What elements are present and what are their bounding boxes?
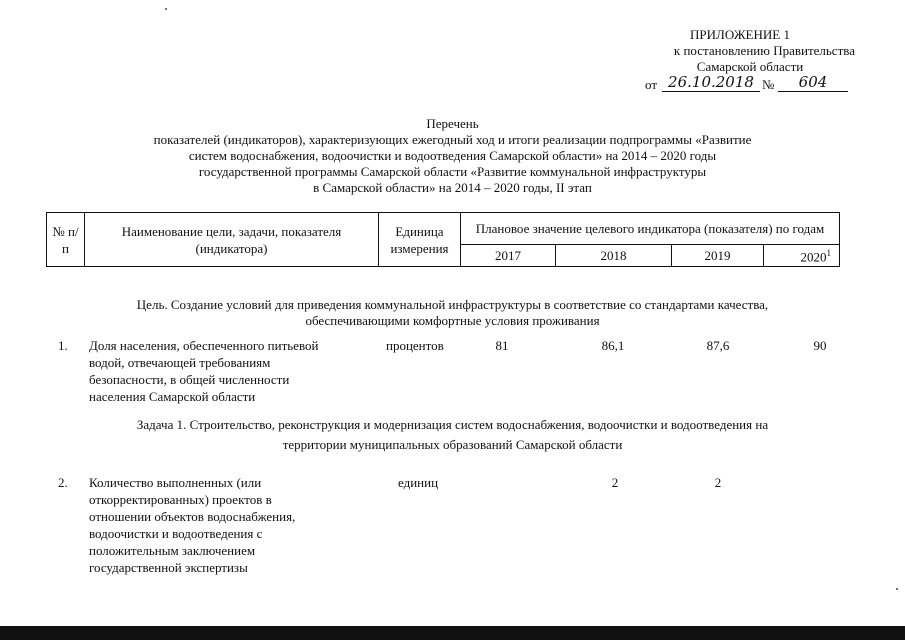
row-name-line: государственной экспертизы bbox=[89, 560, 248, 575]
year-header: 2018 bbox=[556, 245, 672, 267]
scan-bottom-edge bbox=[0, 626, 905, 640]
appendix-title: ПРИЛОЖЕНИЕ 1 bbox=[690, 27, 790, 42]
appendix-number-value: 604 bbox=[778, 74, 848, 92]
appendix-number-prefix: № bbox=[762, 77, 775, 92]
row-name-line: водой, отвечающей требованиям bbox=[89, 355, 271, 370]
task-line: территории муниципальных образований Самарской области bbox=[282, 437, 623, 452]
row-value-2019: 2 bbox=[714, 475, 722, 490]
year-header: 2017 bbox=[461, 245, 556, 267]
doc-subtitle-line: государственной программы Самарской области «Развитие коммунальной инфраструктуры bbox=[198, 164, 707, 179]
indicators-table-header bbox=[46, 212, 840, 267]
appendix-line2: Самарской области bbox=[696, 59, 804, 74]
row-name-line: откорректированных) проектов в bbox=[89, 492, 272, 507]
goal-line: Цель. Создание условий для приведения коммунальной инфраструктуры в соответствие со стандартами качества, bbox=[136, 297, 769, 312]
col-num-header: № п/п bbox=[47, 213, 85, 267]
task-line: Задача 1. Строительство, реконструкция и модернизация систем водоснабжения, водоочистки и водоотведения на bbox=[136, 417, 769, 432]
doc-title: Перечень bbox=[426, 116, 479, 131]
year-header-text: 2020 bbox=[800, 249, 827, 265]
row-name-line: положительным заключением bbox=[89, 543, 256, 558]
row-name-line: водоочистки и водоотведения с bbox=[89, 526, 263, 541]
row-name-line: безопасности, в общей численности bbox=[89, 372, 290, 387]
appendix-date-value: 26.10.2018 bbox=[662, 74, 760, 92]
year-header bbox=[764, 245, 840, 267]
row-number: 1. bbox=[58, 338, 68, 353]
row-name-line: отношении объектов водоснабжения, bbox=[89, 509, 296, 524]
appendix-date-prefix: от bbox=[645, 77, 658, 92]
col-unit-header: Единица измерения bbox=[379, 213, 461, 267]
row-value-2018: 2 bbox=[611, 475, 619, 490]
doc-subtitle-line: систем водоснабжения, водоочистки и водоотведения Самарской области» на 2014 – 2020 годы bbox=[188, 148, 717, 163]
col-name-header: Наименование цели, задачи, показателя (индикатора) bbox=[85, 213, 379, 267]
row-unit: единиц bbox=[398, 475, 439, 490]
row-value-2019: 87,6 bbox=[706, 338, 730, 353]
doc-subtitle-line: в Самарской области» на 2014 – 2020 годы, II этап bbox=[313, 180, 592, 195]
row-value-2017: 81 bbox=[495, 338, 509, 353]
row-name-line: населения Самарской области bbox=[89, 389, 256, 404]
row-value-2020: 90 bbox=[813, 338, 827, 353]
row-name-line: Доля населения, обеспеченного питьевой bbox=[89, 338, 319, 353]
row-unit: процентов bbox=[386, 338, 444, 353]
col-plan-header: Плановое значение целевого индикатора (показателя) по годам bbox=[461, 213, 840, 245]
footnote-mark: 1 bbox=[826, 248, 832, 259]
doc-subtitle-line: показателей (индикаторов), характеризующих ежегодный ход и итоги реализации подпрограммы «Развитие bbox=[153, 132, 752, 147]
row-name bbox=[89, 474, 379, 576]
row-name-line: Количество выполненных (или bbox=[89, 475, 262, 490]
row-value-2018: 86,1 bbox=[601, 338, 625, 353]
scan-speck bbox=[896, 588, 898, 590]
year-header: 2019 bbox=[672, 245, 764, 267]
appendix-line1: к постановлению Правительства bbox=[673, 43, 855, 58]
row-number: 2. bbox=[58, 475, 68, 490]
row-name bbox=[89, 337, 379, 405]
goal-line: обеспечивающими комфортные условия проживания bbox=[305, 313, 600, 328]
scan-speck bbox=[165, 8, 167, 10]
